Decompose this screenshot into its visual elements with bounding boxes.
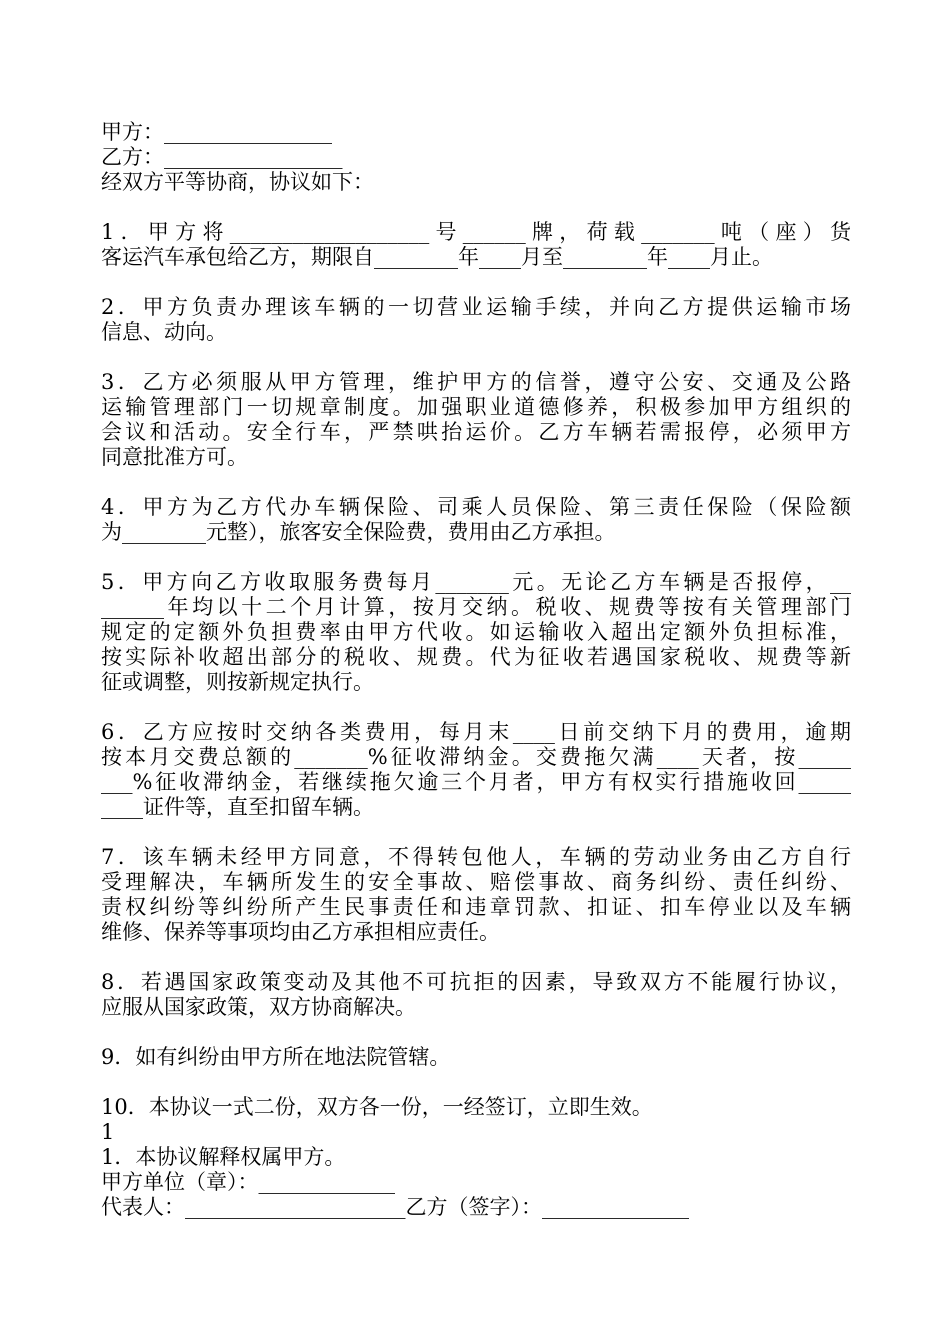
clause-line: 3．乙方必须服从甲方管理，维护甲方的信誉，遵守公安、交通及公路 [101, 370, 851, 394]
clause-1 [101, 220, 851, 270]
clause-line: 按实际补收超出部分的税收、规费。代为征收若遇国家税收、规费等新 [101, 645, 851, 669]
intro-line: 经双方平等协商，协议如下： [101, 170, 374, 194]
clause-line: 责权纠纷等纠纷所产生民事责任和违章罚款、扣证、扣车停业以及车辆 [101, 895, 851, 919]
clause-5 [101, 570, 851, 695]
party-a-line: 甲方：________________ [101, 120, 332, 144]
clause-line: 征或调整，则按新规定执行。 [101, 670, 374, 694]
clause-line: 规定的定额外负担费率由甲方代收。如运输收入超出定额外负担标准， [101, 620, 851, 644]
clause-line: 4．甲方为乙方代办车辆保险、司乘人员保险、第三责任保险（保险额 [101, 495, 851, 519]
party-b-line: 乙方：_________________ [101, 145, 343, 169]
clause-line: 5．甲方向乙方收取服务费每月_______元。无论乙方车辆是否报停，__ [101, 570, 851, 594]
clause-line: 9．如有纠纷由甲方所在地法院管辖。 [101, 1045, 451, 1069]
clause-line: 受理解决，车辆所发生的安全事故、赔偿事故、商务纠纷、责任纠纷、 [101, 870, 851, 894]
clause-line: 8．若遇国家政策变动及其他不可抗拒的因素，导致双方不能履行协议， [101, 970, 851, 994]
clause-line: 按本月交费总额的_______%征收滞纳金。交费拖欠满____天者，按_____ [101, 745, 851, 769]
clause-line: 同意批准方可。 [101, 445, 248, 469]
clause-line: 7．该车辆未经甲方同意，不得转包他人，车辆的劳动业务由乙方自行 [101, 845, 851, 869]
clause-line: ____证件等，直至扣留车辆。 [101, 795, 374, 819]
clause-line: 应服从国家政策，双方协商解决。 [101, 995, 416, 1019]
clause-line: 信息、动向。 [101, 320, 227, 344]
page-number-line: 1 [101, 1120, 115, 1144]
clause-line: 6．乙方应按时交纳各类费用，每月末____日前交纳下月的费用，逾期 [101, 720, 851, 744]
clause-8 [101, 970, 851, 1020]
clause-line: 1．甲方将___________________号______牌，荷载_______吨（座）货 [101, 220, 851, 244]
blank-line [101, 195, 851, 220]
clause-3 [101, 370, 851, 470]
clause-line: 为________元整），旅客安全保险费，费用由乙方承担。 [101, 520, 616, 544]
clause-line: 会议和活动。安全行车，严禁哄抬运价。乙方车辆若需报停，必须甲方 [101, 420, 851, 444]
clause-9 [101, 1045, 851, 1070]
clause-line: 2．甲方负责办理该车辆的一切营业运输手续，并向乙方提供运输市场 [101, 295, 851, 319]
clause-2 [101, 295, 851, 345]
clause-line: 维修、保养等事项均由乙方承担相应责任。 [101, 920, 500, 944]
clause-11: 1．本协议解释权属甲方。 [101, 1145, 346, 1169]
clause-6 [101, 720, 851, 820]
signature-representative: 代表人：_____________________乙方（签字）：______________ [101, 1195, 689, 1219]
clause-line: 运输管理部门一切规章制度。加强职业道德修养，积极参加甲方组织的 [101, 395, 851, 419]
clause-line: ___%征收滞纳金，若继续拖欠逾三个月者，甲方有权实行措施收回_____ [101, 770, 851, 794]
clause-10: 10．本协议一式二份，双方各一份，一经签订，立即生效。 [101, 1095, 653, 1119]
contract-body [101, 120, 851, 1220]
clause-line: 客运汽车承包给乙方，期限自________年____月至________年____月止。 [101, 245, 773, 269]
clause-7 [101, 845, 851, 945]
clause-line: ______年均以十二个月计算，按月交纳。税收、规费等按有关管理部门 [101, 595, 851, 619]
signature-party-a: 甲方单位（章）：_____________ [101, 1170, 395, 1194]
clause-list [101, 220, 851, 1070]
clause-4 [101, 495, 851, 545]
